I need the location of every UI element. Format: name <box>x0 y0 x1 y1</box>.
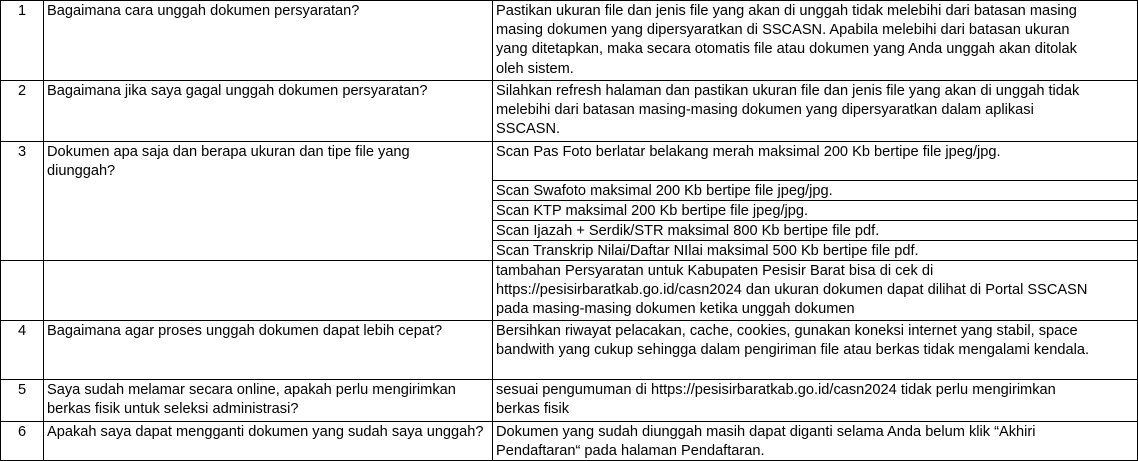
row-3-answer-ijazah: Scan Ijazah + Serdik/STR maksimal 800 Kb bertipe file pdf. <box>493 221 1138 241</box>
row-3-number: 3 <box>0 142 44 261</box>
row-5-answer <box>493 380 1138 422</box>
row-6-question <box>44 422 493 461</box>
row-2-answer-line-3: SSCASN. <box>496 121 561 138</box>
row-5-answer-line-1: sesuai pengumuman di https://pesisirbaratkab.go.id/casn2024 tidak perlu mengirimkan <box>496 382 1056 398</box>
row-3-answer-ktp: Scan KTP maksimal 200 Kb bertipe file jpeg/jpg. <box>493 201 1138 221</box>
row-3-question <box>44 142 493 261</box>
row-2-number: 2 <box>0 81 44 142</box>
row-4-question <box>44 321 493 380</box>
row-extra-question <box>44 261 493 321</box>
row-6-answer <box>493 422 1138 461</box>
row-4-answer <box>493 321 1138 380</box>
row-extra-answer-line-3: pada masing-masing dokumen ketika unggah dokumen <box>496 301 855 318</box>
row-6-answer-line-1: Dokumen yang sudah diunggah masih dapat diganti selama Anda belum klik “Akhiri <box>496 424 1036 440</box>
row-extra-answer-line-2: https://pesisirbaratkab.go.id/casn2024 dan ukuran dokumen dapat dilihat di Portal SSCASN <box>496 282 1088 299</box>
row-1-question <box>44 0 493 81</box>
row-1-answer-line-3: yang ditetapkan, maka secara otomatis file atau dokumen yang Anda unggah akan ditolak <box>496 41 1077 58</box>
row-3-answer-swafoto: Scan Swafoto maksimal 200 Kb bertipe file jpeg/jpg. <box>493 181 1138 201</box>
row-6-question-line-1: Apakah saya dapat mengganti dokumen yang sudah saya unggah? <box>47 424 484 440</box>
row-4-question-line-1: Bagaimana agar proses unggah dokumen dapat lebih cepat? <box>47 323 443 339</box>
row-2-question-line-1: Bagaimana jika saya gagal unggah dokumen persyaratan? <box>47 83 428 99</box>
row-1-answer-line-4: oleh sistem. <box>496 60 574 77</box>
row-1-question-line-1: Bagaimana cara unggah dokumen persyaratan? <box>47 3 360 19</box>
row-5-question <box>44 380 493 422</box>
row-6-answer-line-2: Pendaftaran“ pada halaman Pendaftaran. <box>496 443 765 460</box>
row-5-answer-line-2: berkas fisik <box>496 401 569 418</box>
row-3-answer-pas-foto: Scan Pas Foto berlatar belakang merah maksimal 200 Kb bertipe file jpeg/jpg. <box>493 142 1138 181</box>
row-6-number: 6 <box>0 422 44 461</box>
row-1-number: 1 <box>0 0 44 81</box>
row-extra-answer <box>493 261 1138 321</box>
row-1-answer <box>493 0 1138 81</box>
row-3-question-line-2: diunggah? <box>47 163 116 180</box>
row-4-answer-line-1: Bersihkan riwayat pelacakan, cache, cookies, gunakan koneksi internet yang stabil, space <box>496 323 1078 339</box>
row-5-number: 5 <box>0 380 44 422</box>
row-2-answer <box>493 81 1138 142</box>
row-1-answer-line-1: Pastikan ukuran file dan jenis file yang akan di unggah tidak melebihi dari batasan masing <box>496 3 1077 19</box>
row-extra-answer-line-1: tambahan Persyaratan untuk Kabupaten Pesisir Barat bisa di cek di <box>496 263 934 279</box>
row-4-answer-line-2: bandwith yang cukup sehingga dalam pengiriman file atau berkas tidak mengalami kendala. <box>496 342 1090 359</box>
row-5-question-line-2: berkas fisik untuk seleksi administrasi? <box>47 401 299 418</box>
row-5-question-line-1: Saya sudah melamar secara online, apakah perlu mengirimkan <box>47 382 456 398</box>
row-2-answer-line-1: Silahkan refresh halaman dan pastikan ukuran file dan jenis file yang akan di unggah tidak <box>496 83 1080 99</box>
row-1-answer-line-2: masing dokumen yang dipersyaratkan di SSCASN. Apabila melebihi dari batasan ukuran <box>496 22 1070 39</box>
row-4-number: 4 <box>0 321 44 380</box>
row-2-answer-line-2: melebihi dari batasan masing-masing dokumen yang dipersyaratkan dalam aplikasi <box>496 102 1034 119</box>
row-2-question <box>44 81 493 142</box>
row-3-question-line-1: Dokumen apa saja dan berapa ukuran dan tipe file yang <box>47 144 410 160</box>
row-3-answer-transkrip: Scan Transkrip Nilai/Daftar NIlai maksimal 500 Kb bertipe file pdf. <box>493 241 1138 261</box>
row-extra-number <box>0 261 44 321</box>
